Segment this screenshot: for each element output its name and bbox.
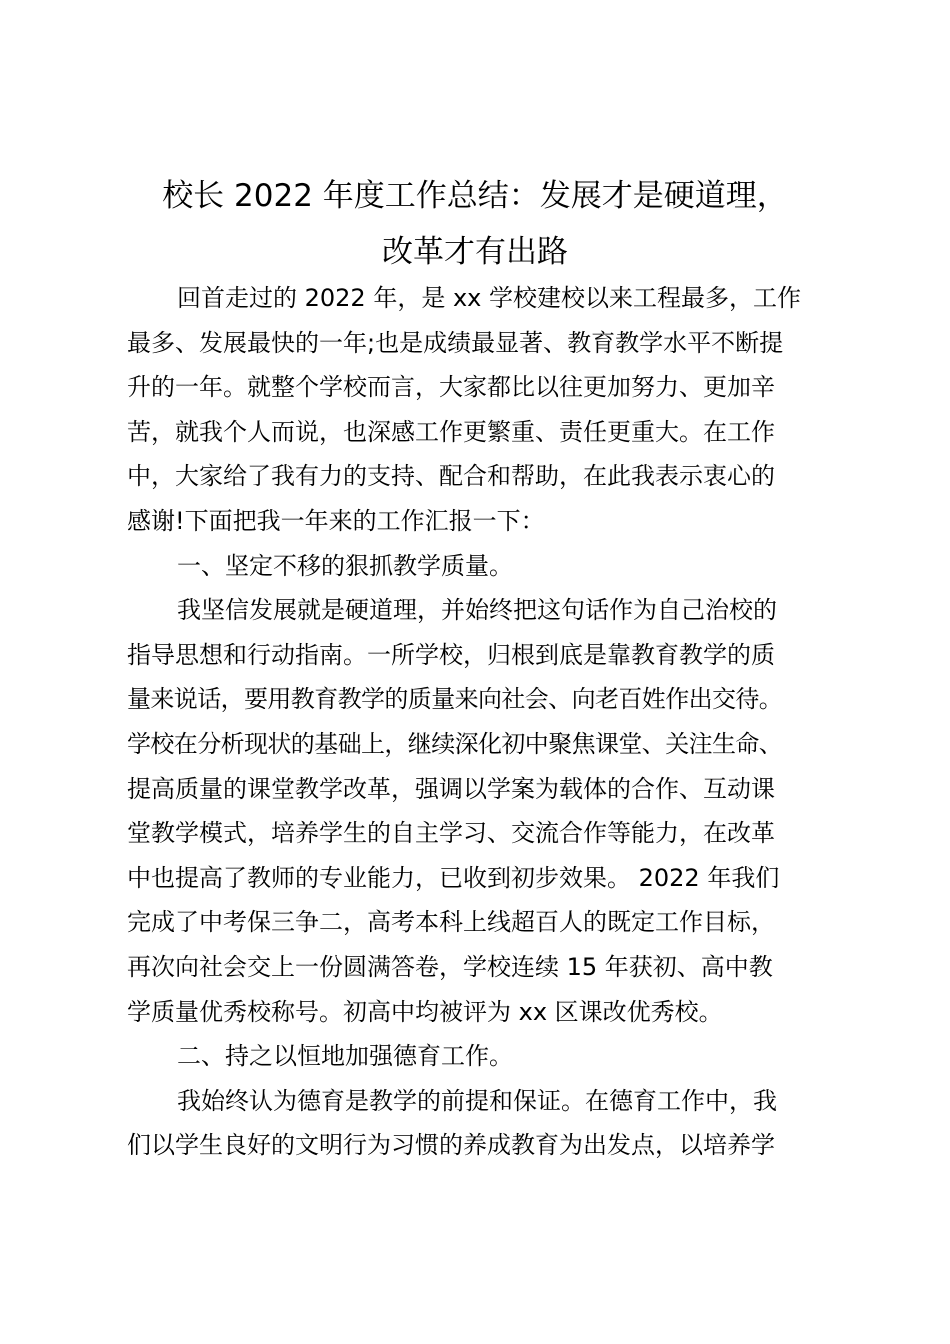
heading-line: 二、持之以恒地加强德育工作。 (177, 1042, 513, 1071)
text-line: 指导思想和行动指南。一所学校，归根到底是靠教育教学的质 (127, 640, 775, 669)
text-line: 中也提高了教师的专业能力，已收到初步效果。 2022 年我们 (127, 863, 780, 892)
paragraph-intro (127, 276, 847, 544)
document-title (100, 168, 850, 280)
text-line: 最多、发展最快的一年;也是成绩最显著、教育教学水平不断提 (127, 328, 784, 357)
text-line: 量来说话，要用教育教学的质量来向社会、向老百姓作出交待。 (127, 685, 783, 714)
text-line: 我坚信发展就是硬道理，并始终把这句话作为自己治校的 (177, 596, 777, 625)
title-line: 改革才有出路 (382, 234, 568, 270)
heading-line: 一、坚定不移的狠抓教学质量。 (177, 551, 513, 580)
text-line: 学质量优秀校称号。初高中均被评为 xx 区课改优秀校。 (127, 997, 723, 1026)
text-line: 我始终认为德育是教学的前提和保证。在德育工作中，我 (177, 1086, 777, 1115)
text-line: 学校在分析现状的基础上，继续深化初中聚焦课堂、关注生命、 (127, 729, 783, 758)
paragraph-teaching-quality (127, 588, 847, 1034)
text-line: 回首走过的 2022 年，是 xx 学校建校以来工程最多，工作 (177, 284, 801, 312)
text-line: 升的一年。就整个学校而言，大家都比以往更加努力、更加辛 (127, 373, 775, 402)
section-heading-moral-education (127, 1034, 847, 1079)
text-line: 感谢!下面把我一年来的工作汇报一下： (127, 506, 545, 535)
text-line: 完成了中考保三争二，高考本科上线超百人的既定工作目标， (127, 908, 775, 937)
paragraph-moral-education (127, 1079, 847, 1168)
text-line: 堂教学模式，培养学生的自主学习、交流合作等能力，在改革 (127, 819, 775, 848)
section-heading-teaching-quality (127, 544, 847, 589)
text-line: 中，大家给了我有力的支持、配合和帮助，在此我表示衷心的 (127, 462, 775, 491)
text-line: 再次向社会交上一份圆满答卷，学校连续 15 年获初、高中教 (127, 952, 773, 981)
title-line: 校长 2022 年度工作总结：发展才是硬道理， (162, 178, 788, 214)
text-line: 苦，就我个人而说，也深感工作更繁重、责任更重大。在工作 (127, 417, 775, 446)
document-body (127, 276, 847, 1168)
text-line: 们以学生良好的文明行为习惯的养成教育为出发点，以培养学 (127, 1131, 775, 1160)
text-line: 提高质量的课堂教学改革，强调以学案为载体的合作、互动课 (127, 774, 775, 803)
